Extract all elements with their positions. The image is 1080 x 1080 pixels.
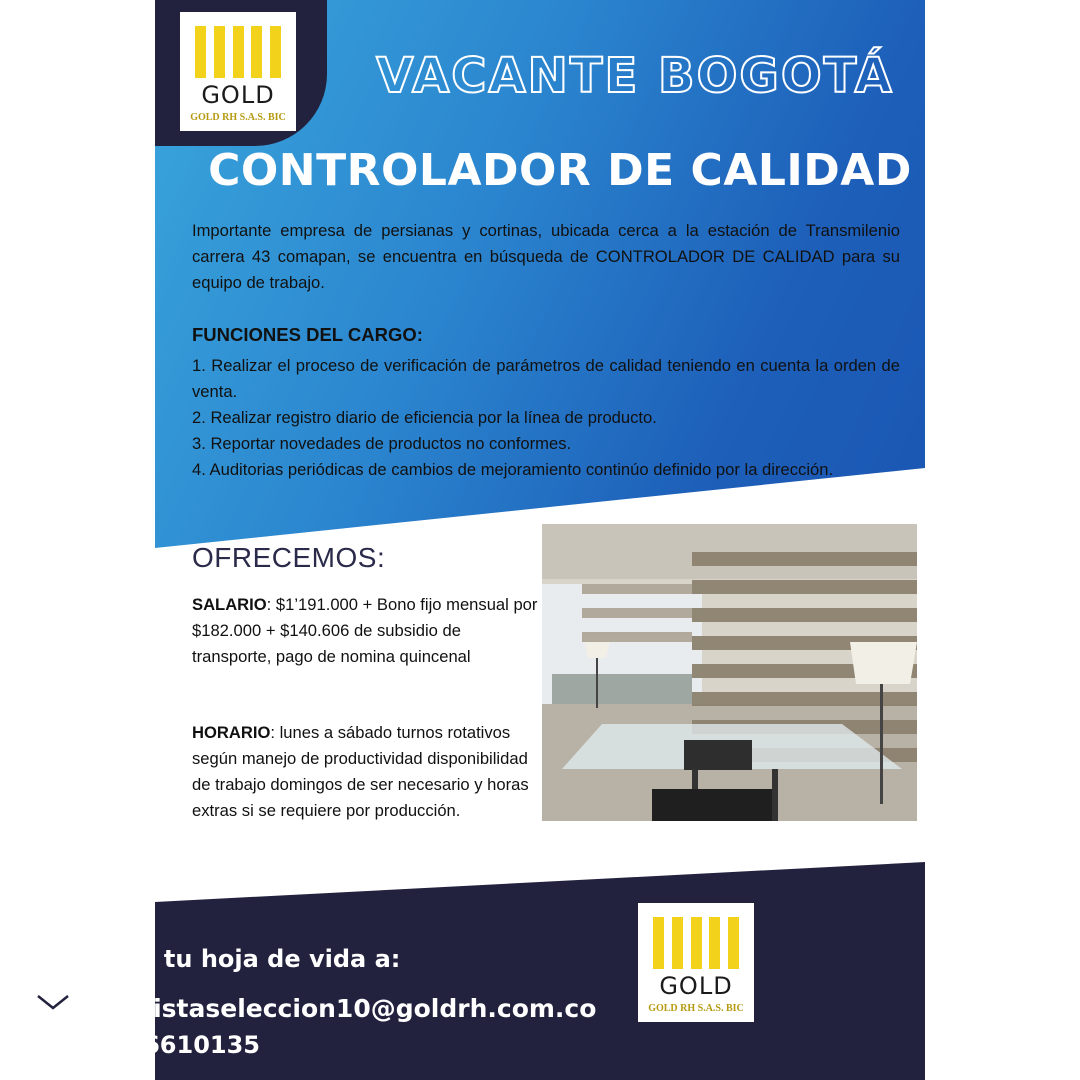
salary-details: : $1’191.000 + Bono fijo mensual por $182.000 + $140.606 de subsidio de transporte, pago de nomina quincenal (192, 595, 538, 666)
envelope-icon (37, 994, 69, 1022)
email-contact[interactable] (37, 991, 596, 1025)
salary-text (192, 592, 542, 670)
logo-company-name: GOLD RH S.A.S. BIC (190, 112, 286, 123)
job-poster (155, 0, 925, 1080)
functions-list (192, 353, 900, 483)
offer-heading: OFRECEMOS: (192, 542, 386, 573)
intro-paragraph: Importante empresa de persianas y cortinas, ubicada cerca a la estación de Transmilenio carrera 43 comapan, se encuentra en búsqueda de CONTROLADOR DE CALIDAD para su equipo de trabajo. (192, 221, 900, 292)
function-item: 1. Realizar el proceso de verificación de parámetros de calidad teniendo en cuenta la orden de venta. (192, 356, 900, 401)
functions-heading: FUNCIONES DEL CARGO: (192, 324, 423, 345)
salary-label: SALARIO (192, 595, 267, 614)
job-role-title: CONTROLADOR DE CALIDAD (208, 145, 912, 196)
company-logo-bottom (638, 903, 754, 1022)
logo-bars-icon (653, 917, 739, 969)
page-title: VACANTE BOGOTÁ (376, 48, 894, 104)
phone-contact[interactable] (37, 1028, 260, 1062)
contact-heading: Envía tu hoja de vida a: (82, 945, 401, 973)
phone-icon (37, 1031, 69, 1059)
function-item: 4. Auditorias periódicas de cambios de mejoramiento continúo definido por la dirección. (192, 460, 834, 479)
phone-number[interactable]: 3176610135 (93, 1031, 260, 1059)
function-item: 2. Realizar registro diario de eficiencia por la línea de producto. (192, 408, 657, 427)
logo-bars-icon (195, 26, 281, 78)
function-item: 3. Reportar novedades de productos no conformes. (192, 434, 572, 453)
logo-company-name: GOLD RH S.A.S. BIC (648, 1003, 744, 1014)
company-logo-top (180, 12, 296, 131)
logo-word: GOLD (659, 972, 733, 1000)
schedule-label: HORARIO (192, 723, 271, 742)
logo-word: GOLD (201, 81, 275, 109)
email-address[interactable]: analistaseleccion10@goldrh.com.co (93, 993, 597, 1023)
office-blinds-photo (542, 524, 917, 821)
schedule-text (192, 720, 542, 824)
schedule-details: : lunes a sábado turnos rotativos según manejo de productividad disponibilidad de trabajo domingos de ser necesario y horas extras si se requiere por producción. (192, 723, 529, 820)
